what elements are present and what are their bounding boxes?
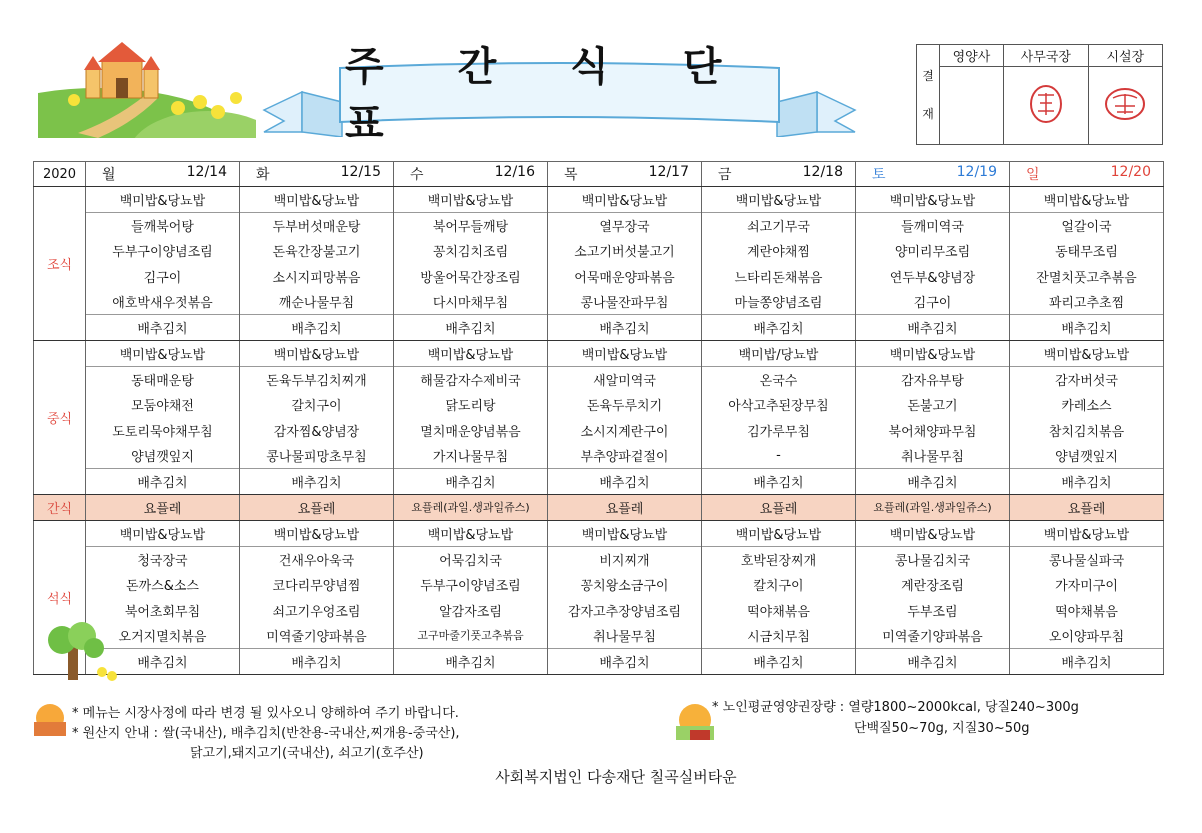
menu-item: 호박된장찌개 [702, 546, 856, 572]
menu-item: 어묵김치국 [394, 546, 548, 572]
meal-label-lunch: 중식 [34, 340, 86, 494]
menu-item: 꽁치왕소금구이 [548, 572, 702, 598]
approval-box [916, 44, 1163, 145]
menu-item: 소시지피망볶음 [240, 263, 394, 289]
snack-item: 요플레 [86, 494, 240, 520]
menu-item: 콩나물실파국 [1010, 546, 1164, 572]
menu-item: 북어초회무침 [86, 597, 240, 623]
menu-item: 미역줄기양파볶음 [856, 623, 1010, 649]
menu-item: 백미밥&당뇨밥 [86, 520, 240, 546]
day-header [394, 162, 548, 187]
menu-item: 백미밥&당뇨밥 [702, 520, 856, 546]
menu-item: 멸치매운양념볶음 [394, 417, 548, 443]
menu-item: 두부조림 [856, 597, 1010, 623]
menu-item: 꽁치김치조림 [394, 238, 548, 264]
day-header-inner [240, 164, 393, 184]
day-date: 12/18 [802, 164, 843, 180]
menu-item: 오거지멸치볶음 [86, 623, 240, 649]
lunch-row [34, 366, 1164, 392]
dinner-row [34, 572, 1164, 598]
menu-item: 잔멸치풋고추볶음 [1010, 263, 1164, 289]
menu-item: 코다리무양념찜 [240, 572, 394, 598]
page-title: 주 간 식 단 표 [345, 43, 752, 147]
menu-item: 백미밥&당뇨밥 [856, 520, 1010, 546]
menu-item: 부추양파겉절이 [548, 443, 702, 469]
menu-item: 배추김치 [856, 468, 1010, 494]
menu-item: 감자고추장양념조림 [548, 597, 702, 623]
menu-item: 백미밥&당뇨밥 [702, 187, 856, 213]
day-name: 수 [410, 167, 424, 183]
dinner-row [34, 597, 1164, 623]
dinner-row [34, 520, 1164, 546]
snack-item: 요플레(과일.생과일쥬스) [394, 494, 548, 520]
approval-role: 사무국장 [1003, 45, 1088, 67]
day-name: 화 [256, 167, 270, 183]
menu-item: 배추김치 [702, 314, 856, 340]
snack-item: 요플레 [702, 494, 856, 520]
menu-item: 건새우아욱국 [240, 546, 394, 572]
menu-item: 백미밥&당뇨밥 [548, 340, 702, 366]
menu-item: 동태무조림 [1010, 238, 1164, 264]
menu-item: 양미리무조림 [856, 238, 1010, 264]
menu-item: 감자찜&양념장 [240, 417, 394, 443]
approval-side-top: 결 [922, 68, 934, 83]
menu-item: 계란야채찜 [702, 238, 856, 264]
menu-item: 배추김치 [1010, 468, 1164, 494]
snack-row [34, 494, 1164, 520]
menu-item: 고구마줄기풋고추볶음 [394, 623, 548, 649]
menu-item: 백미밥&당뇨밥 [240, 520, 394, 546]
breakfast-row [34, 289, 1164, 315]
notice-line: * 메뉴는 시장사정에 따라 변경 될 있사오니 양해하여 주기 바랍니다. [72, 706, 459, 721]
menu-item: 가지나물무침 [394, 443, 548, 469]
menu-item: 백미밥&당뇨밥 [1010, 520, 1164, 546]
menu-item: 백미밥/당뇨밥 [702, 340, 856, 366]
red-seal-stamp [1028, 83, 1064, 125]
menu-item: 백미밥&당뇨밥 [1010, 187, 1164, 213]
menu-item: 김구이 [86, 263, 240, 289]
menu-item: 알감자조림 [394, 597, 548, 623]
snack-item: 요플레(과일.생과일쥬스) [856, 494, 1010, 520]
lunch-row [34, 340, 1164, 366]
menu-item: 얼갈이국 [1010, 212, 1164, 238]
day-header [240, 162, 394, 187]
menu-item: 애호박새우젓볶음 [86, 289, 240, 315]
menu-item: 배추김치 [548, 648, 702, 674]
menu-item: 배추김치 [548, 314, 702, 340]
nutrition-line: 단백질50~70g, 지질30~50g [854, 721, 1030, 736]
menu-item: 비지찌개 [548, 546, 702, 572]
approval-side-bottom: 재 [922, 106, 934, 121]
menu-item: 돈육두부김치찌개 [240, 366, 394, 392]
menu-item: 양념깻잎지 [1010, 443, 1164, 469]
day-header-row [34, 162, 1164, 187]
meal-label-breakfast: 조식 [34, 187, 86, 341]
menu-item: 감자버섯국 [1010, 366, 1164, 392]
menu-item: 백미밥&당뇨밥 [856, 340, 1010, 366]
menu-item: 칼치구이 [702, 572, 856, 598]
menu-item: 깨순나물무침 [240, 289, 394, 315]
notice-line: * 원산지 안내 : 쌀(국내산), 배추김치(반찬용-국내산,찌개용-중국산), [72, 726, 460, 741]
day-header [86, 162, 240, 187]
nutrition-block [712, 697, 1079, 739]
menu-item: 들깨북어탕 [86, 212, 240, 238]
organization-name: 사회복지법인 다송재단 칠곡실버타운 [495, 768, 737, 786]
breakfast-row [34, 238, 1164, 264]
menu-item: 모둠야채전 [86, 392, 240, 418]
red-seal-stamp [1103, 84, 1147, 124]
castle-hill-illustration [38, 38, 256, 138]
lunch-row [34, 468, 1164, 494]
day-date: 12/14 [186, 164, 227, 180]
approval-role: 시설장 [1088, 45, 1162, 67]
day-date: 12/19 [956, 164, 997, 180]
lunch-row [34, 392, 1164, 418]
menu-item: 취나물무침 [856, 443, 1010, 469]
approval-sign-slot [1003, 67, 1088, 145]
menu-item: 온국수 [702, 366, 856, 392]
menu-item: 두부구이양념조림 [86, 238, 240, 264]
menu-item: 배추김치 [702, 468, 856, 494]
menu-item: 배추김치 [394, 648, 548, 674]
notice-line: 닭고기,돼지고기(국내산), 쇠고기(호주산) [190, 746, 424, 761]
menu-item: 배추김치 [394, 314, 548, 340]
menu-item: 배추김치 [86, 648, 240, 674]
day-date: 12/17 [648, 164, 689, 180]
menu-item: 돈까스&소스 [86, 572, 240, 598]
menu-item: 배추김치 [1010, 648, 1164, 674]
menu-item: 백미밥&당뇨밥 [394, 340, 548, 366]
meal-label-dinner: 석식 [34, 520, 86, 674]
day-header-inner [394, 164, 547, 184]
menu-item: 가자미구이 [1010, 572, 1164, 598]
menu-item: 콩나물잔파무침 [548, 289, 702, 315]
dinner-row [34, 648, 1164, 674]
menu-item: 참치김치볶음 [1010, 417, 1164, 443]
menu-item: 돈불고기 [856, 392, 1010, 418]
menu-item: 감자유부탕 [856, 366, 1010, 392]
lunch-row [34, 417, 1164, 443]
menu-item: 백미밥&당뇨밥 [86, 340, 240, 366]
menu-item: 백미밥&당뇨밥 [548, 520, 702, 546]
menu-item: 배추김치 [86, 314, 240, 340]
menu-item: 두부구이양념조림 [394, 572, 548, 598]
dinner-row [34, 546, 1164, 572]
day-date: 12/20 [1110, 164, 1151, 180]
menu-item: 열무장국 [548, 212, 702, 238]
approval-role: 영양사 [940, 45, 1004, 67]
menu-item: 배추김치 [240, 314, 394, 340]
menu-item: 아삭고추된장무침 [702, 392, 856, 418]
menu-item: 미역줄기양파볶음 [240, 623, 394, 649]
notice-block [72, 704, 460, 764]
menu-item: 취나물무침 [548, 623, 702, 649]
day-header-inner [1010, 164, 1163, 184]
day-date: 12/15 [340, 164, 381, 180]
day-name: 금 [718, 167, 732, 183]
day-header-inner [702, 164, 855, 184]
menu-item: 배추김치 [702, 648, 856, 674]
approval-sign-slot [940, 67, 1004, 145]
menu-item: 계란장조림 [856, 572, 1010, 598]
menu-item: 백미밥&당뇨밥 [394, 520, 548, 546]
day-header-inner [856, 164, 1009, 184]
menu-item: 닭도리탕 [394, 392, 548, 418]
breakfast-row [34, 263, 1164, 289]
menu-item: 배추김치 [856, 648, 1010, 674]
menu-item: 돈육간장불고기 [240, 238, 394, 264]
day-name: 토 [872, 167, 886, 183]
snack-item: 요플레 [240, 494, 394, 520]
menu-item: 백미밥&당뇨밥 [856, 187, 1010, 213]
menu-item: 백미밥&당뇨밥 [240, 340, 394, 366]
menu-item: 쇠고기우엉조림 [240, 597, 394, 623]
menu-item: 새알미역국 [548, 366, 702, 392]
snack-item: 요플레 [1010, 494, 1164, 520]
breakfast-row [34, 314, 1164, 340]
menu-item: 떡야채볶음 [1010, 597, 1164, 623]
menu-item: 배추김치 [240, 648, 394, 674]
day-name: 목 [564, 167, 578, 183]
menu-item: 배추김치 [394, 468, 548, 494]
menu-item: 느타리돈채볶음 [702, 263, 856, 289]
menu-item: 콩나물김치국 [856, 546, 1010, 572]
tree-illustration [32, 622, 122, 682]
day-header [856, 162, 1010, 187]
day-header [548, 162, 702, 187]
approval-sign-slot [1088, 67, 1162, 145]
breakfast-row [34, 187, 1164, 213]
menu-item: 백미밥&당뇨밥 [548, 187, 702, 213]
day-header [1010, 162, 1164, 187]
menu-item: 소시지계란구이 [548, 417, 702, 443]
menu-item: 오이양파무침 [1010, 623, 1164, 649]
nutrition-line: * 노인평균영양권장량 : 열량1800~2000kcal, 당질240~300g [712, 700, 1079, 715]
menu-item: 해물감자수제비국 [394, 366, 548, 392]
menu-item: 갈치구이 [240, 392, 394, 418]
menu-item: 청국장국 [86, 546, 240, 572]
menu-item: 시금치무침 [702, 623, 856, 649]
menu-item: 백미밥&당뇨밥 [1010, 340, 1164, 366]
menu-item: 동태매운탕 [86, 366, 240, 392]
lunch-row [34, 443, 1164, 469]
menu-item: 꽈리고추초찜 [1010, 289, 1164, 315]
menu-item: 김가루무침 [702, 417, 856, 443]
menu-item: 배추김치 [86, 468, 240, 494]
menu-item: 배추김치 [1010, 314, 1164, 340]
day-name: 월 [102, 167, 116, 183]
menu-item: 북어채양파무침 [856, 417, 1010, 443]
menu-item: 백미밥&당뇨밥 [86, 187, 240, 213]
menu-item: 다시마채무침 [394, 289, 548, 315]
year-cell: 2020 [34, 162, 86, 187]
snack-item: 요플레 [548, 494, 702, 520]
menu-item: 북어무들깨탕 [394, 212, 548, 238]
menu-item: - [702, 443, 856, 469]
menu-item: 콩나물피망초무침 [240, 443, 394, 469]
menu-item: 두부버섯매운탕 [240, 212, 394, 238]
menu-item: 들깨미역국 [856, 212, 1010, 238]
day-header-inner [86, 164, 239, 184]
menu-item: 배추김치 [856, 314, 1010, 340]
menu-item: 소고기버섯불고기 [548, 238, 702, 264]
breakfast-row [34, 212, 1164, 238]
sunset-icon [30, 700, 70, 740]
menu-item: 김구이 [856, 289, 1010, 315]
menu-item: 카레소스 [1010, 392, 1164, 418]
menu-item: 양념깻잎지 [86, 443, 240, 469]
approval-side-label [917, 45, 940, 145]
menu-item: 배추김치 [548, 468, 702, 494]
menu-item: 쇠고기무국 [702, 212, 856, 238]
menu-item: 배추김치 [240, 468, 394, 494]
menu-item: 돈육두루치기 [548, 392, 702, 418]
day-header [702, 162, 856, 187]
menu-item: 어묵매운양파볶음 [548, 263, 702, 289]
day-header-inner [548, 164, 701, 184]
day-date: 12/16 [494, 164, 535, 180]
menu-item: 마늘쫑양념조림 [702, 289, 856, 315]
menu-item: 떡야채볶음 [702, 597, 856, 623]
menu-item: 백미밥&당뇨밥 [394, 187, 548, 213]
dinner-row [34, 623, 1164, 649]
menu-item: 연두부&양념장 [856, 263, 1010, 289]
meal-label-snack: 간식 [34, 494, 86, 520]
weekly-menu-table [33, 161, 1164, 675]
menu-item: 백미밥&당뇨밥 [240, 187, 394, 213]
menu-item: 방울어묵간장조림 [394, 263, 548, 289]
menu-item: 도토리묵야채무침 [86, 417, 240, 443]
day-name: 일 [1026, 167, 1040, 183]
